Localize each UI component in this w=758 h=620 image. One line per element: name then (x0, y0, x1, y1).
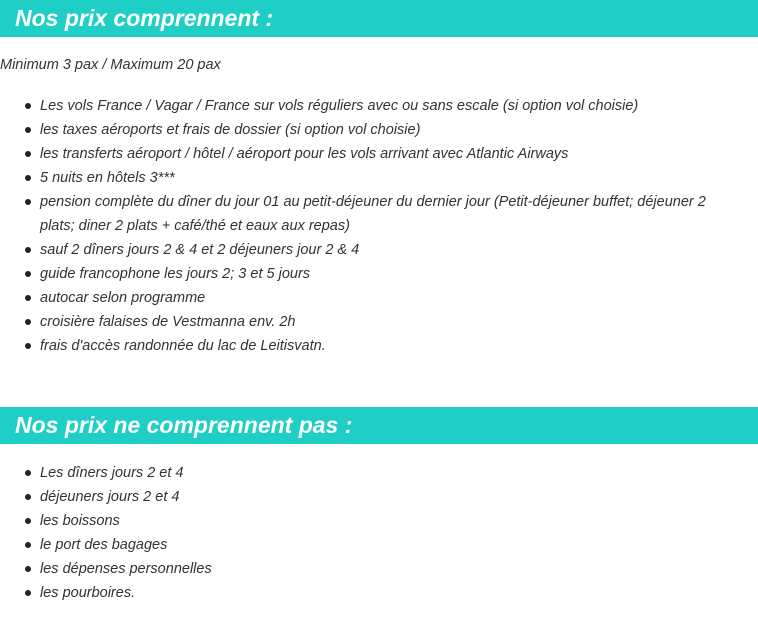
list-item: Les vols France / Vagar / France sur vols réguliers avec ou sans escale (si option vol choisie) (0, 94, 740, 118)
list-item: frais d'accès randonnée du lac de Leitisvatn. (0, 334, 740, 358)
list-item: les pourboires. (0, 581, 740, 605)
included-title: Nos prix comprennent : (15, 5, 274, 31)
list-item: déjeuners jours 2 et 4 (0, 485, 740, 509)
included-list (0, 94, 740, 358)
included-section-header (0, 0, 758, 37)
list-item: les taxes aéroports et frais de dossier (si option vol choisie) (0, 118, 740, 142)
list-item: le port des bagages (0, 533, 740, 557)
list-item: sauf 2 dîners jours 2 & 4 et 2 déjeuners jour 2 & 4 (0, 238, 740, 262)
list-item: autocar selon programme (0, 286, 740, 310)
excluded-title: Nos prix ne comprennent pas : (15, 412, 353, 438)
excluded-section-header (0, 407, 758, 444)
list-item: Les dîners jours 2 et 4 (0, 461, 740, 485)
list-item: pension complète du dîner du jour 01 au petit-déjeuner du dernier jour (Petit-déjeuner buffet; déjeuner 2 plats; diner 2 plats + café/thé et eaux aux repas) (0, 190, 740, 238)
list-item: les dépenses personnelles (0, 557, 740, 581)
list-item: les transferts aéroport / hôtel / aéroport pour les vols arrivant avec Atlantic Airways (0, 142, 740, 166)
group-size-note: Minimum 3 pax / Maximum 20 pax (0, 57, 221, 73)
list-item: guide francophone les jours 2; 3 et 5 jours (0, 262, 740, 286)
excluded-list (0, 461, 740, 605)
list-item: 5 nuits en hôtels 3*** (0, 166, 740, 190)
list-item: les boissons (0, 509, 740, 533)
list-item: croisière falaises de Vestmanna env. 2h (0, 310, 740, 334)
